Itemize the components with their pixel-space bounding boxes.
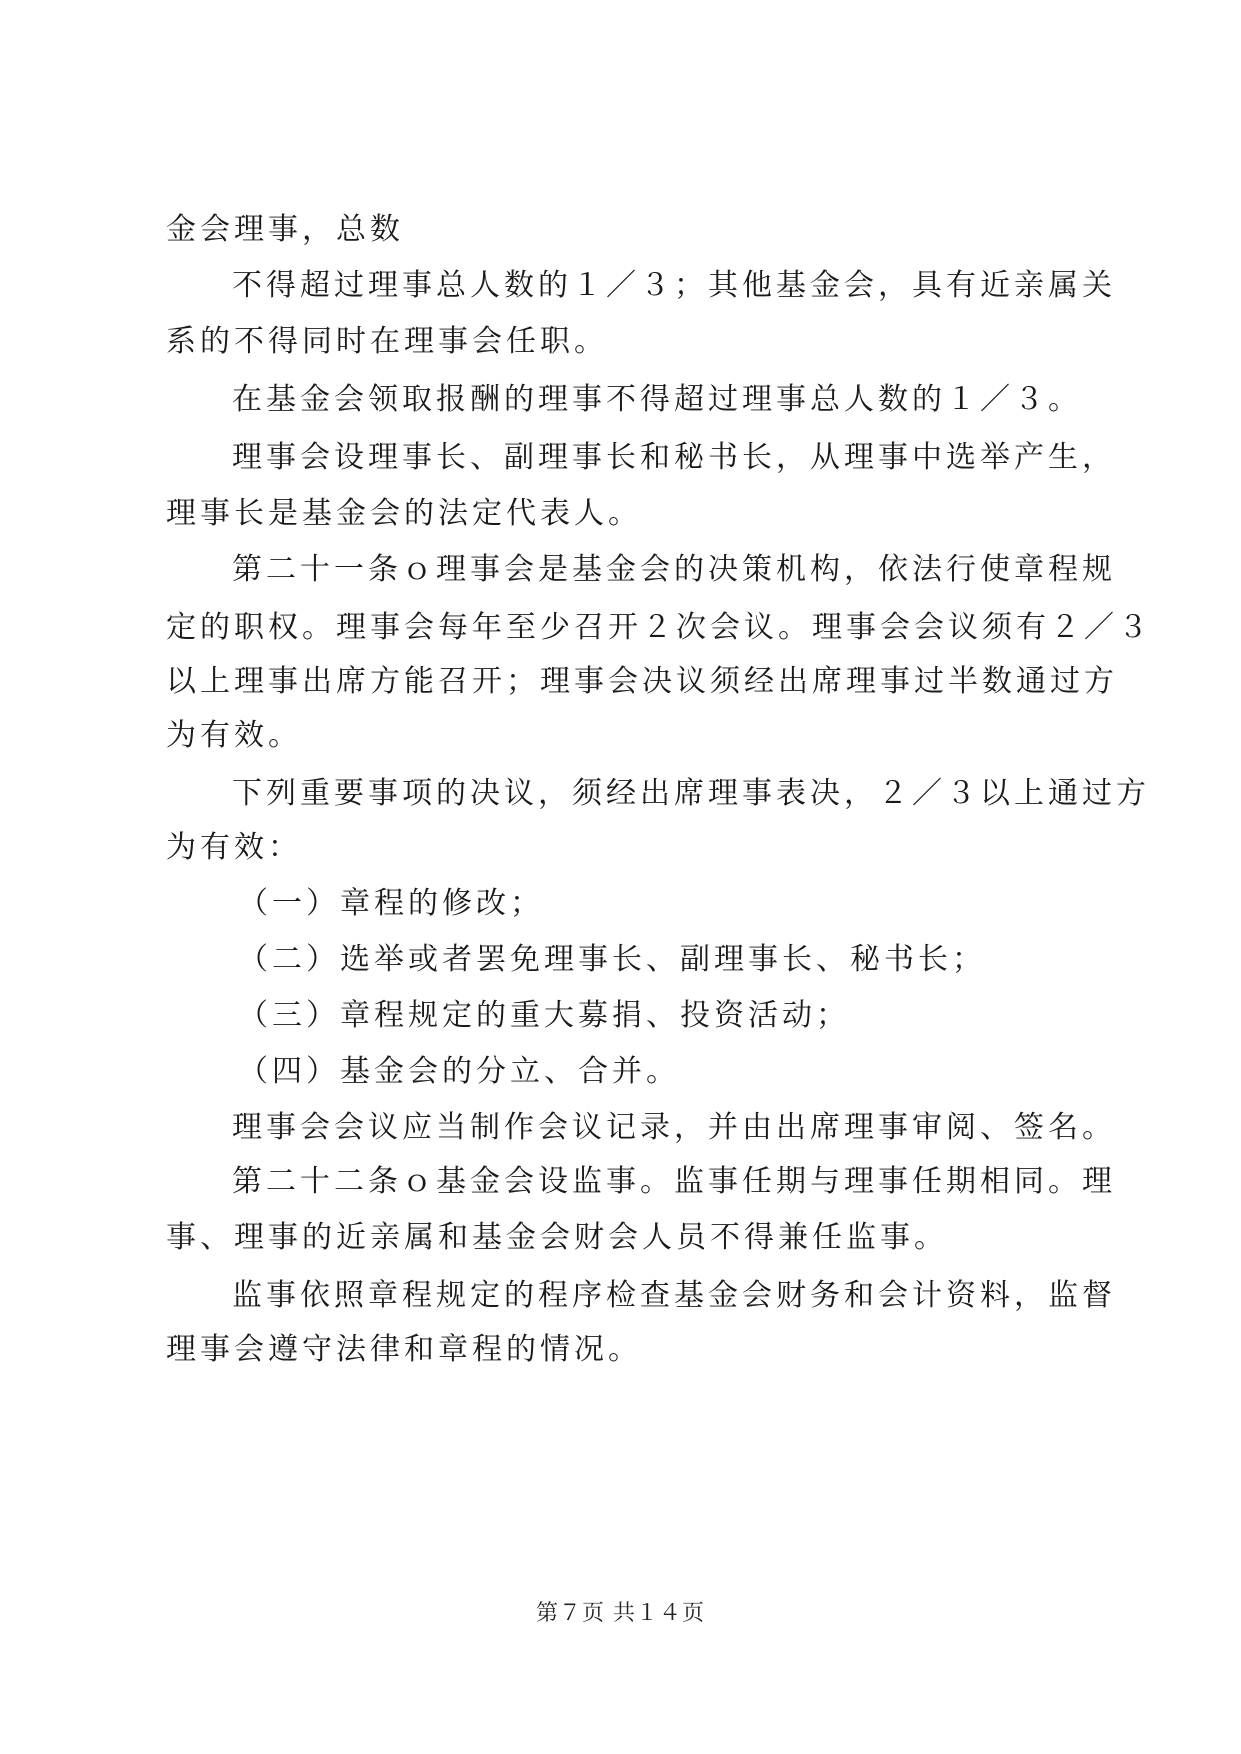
text-line-4: 在基金会领取报酬的理事不得超过理事总人数的１／３。	[232, 382, 1082, 417]
list-item-1: （一）章程的修改；	[238, 886, 544, 921]
text-line-15: 事、理事的近亲属和基金会财会人员不得兼任监事。	[166, 1220, 948, 1255]
text-line-3: 系的不得同时在理事会任职。	[166, 324, 608, 359]
text-line-7: 第二十一条ｏ理事会是基金会的决策机构，依法行使章程规	[232, 552, 1116, 587]
text-line-12: 为有效：	[166, 830, 302, 865]
text-line-14: 第二十二条ｏ基金会设监事。监事任期与理事任期相同。理	[232, 1164, 1116, 1199]
text-line-8: 定的职权。理事会每年至少召开２次会议。理事会会议须有２／３	[166, 610, 1152, 645]
text-line-17: 理事会遵守法律和章程的情况。	[166, 1332, 642, 1367]
list-item-3: （三）章程规定的重大募捐、投资活动；	[238, 998, 850, 1033]
page-number-footer: 第７页 共１４页	[536, 1601, 705, 1626]
text-line-13: 理事会会议应当制作会议记录，并由出席理事审阅、签名。	[232, 1110, 1116, 1145]
text-line-2: 不得超过理事总人数的１／３；其他基金会，具有近亲属关	[232, 268, 1116, 303]
text-line-16: 监事依照章程规定的程序检查基金会财务和会计资料，监督	[232, 1278, 1116, 1313]
list-item-4: （四）基金会的分立、合并。	[238, 1054, 680, 1089]
text-line-1: 金会理事，总数	[166, 212, 404, 247]
text-line-5: 理事会设理事长、副理事长和秘书长，从理事中选举产生，	[232, 440, 1116, 475]
text-line-10: 为有效。	[166, 718, 302, 753]
list-item-2: （二）选举或者罢免理事长、副理事长、秘书长；	[238, 942, 986, 977]
text-line-9: 以上理事出席方能召开；理事会决议须经出席理事过半数通过方	[166, 664, 1118, 699]
text-line-6: 理事长是基金会的法定代表人。	[166, 496, 642, 531]
text-line-11: 下列重要事项的决议，须经出席理事表决，２／３以上通过方	[232, 776, 1150, 811]
